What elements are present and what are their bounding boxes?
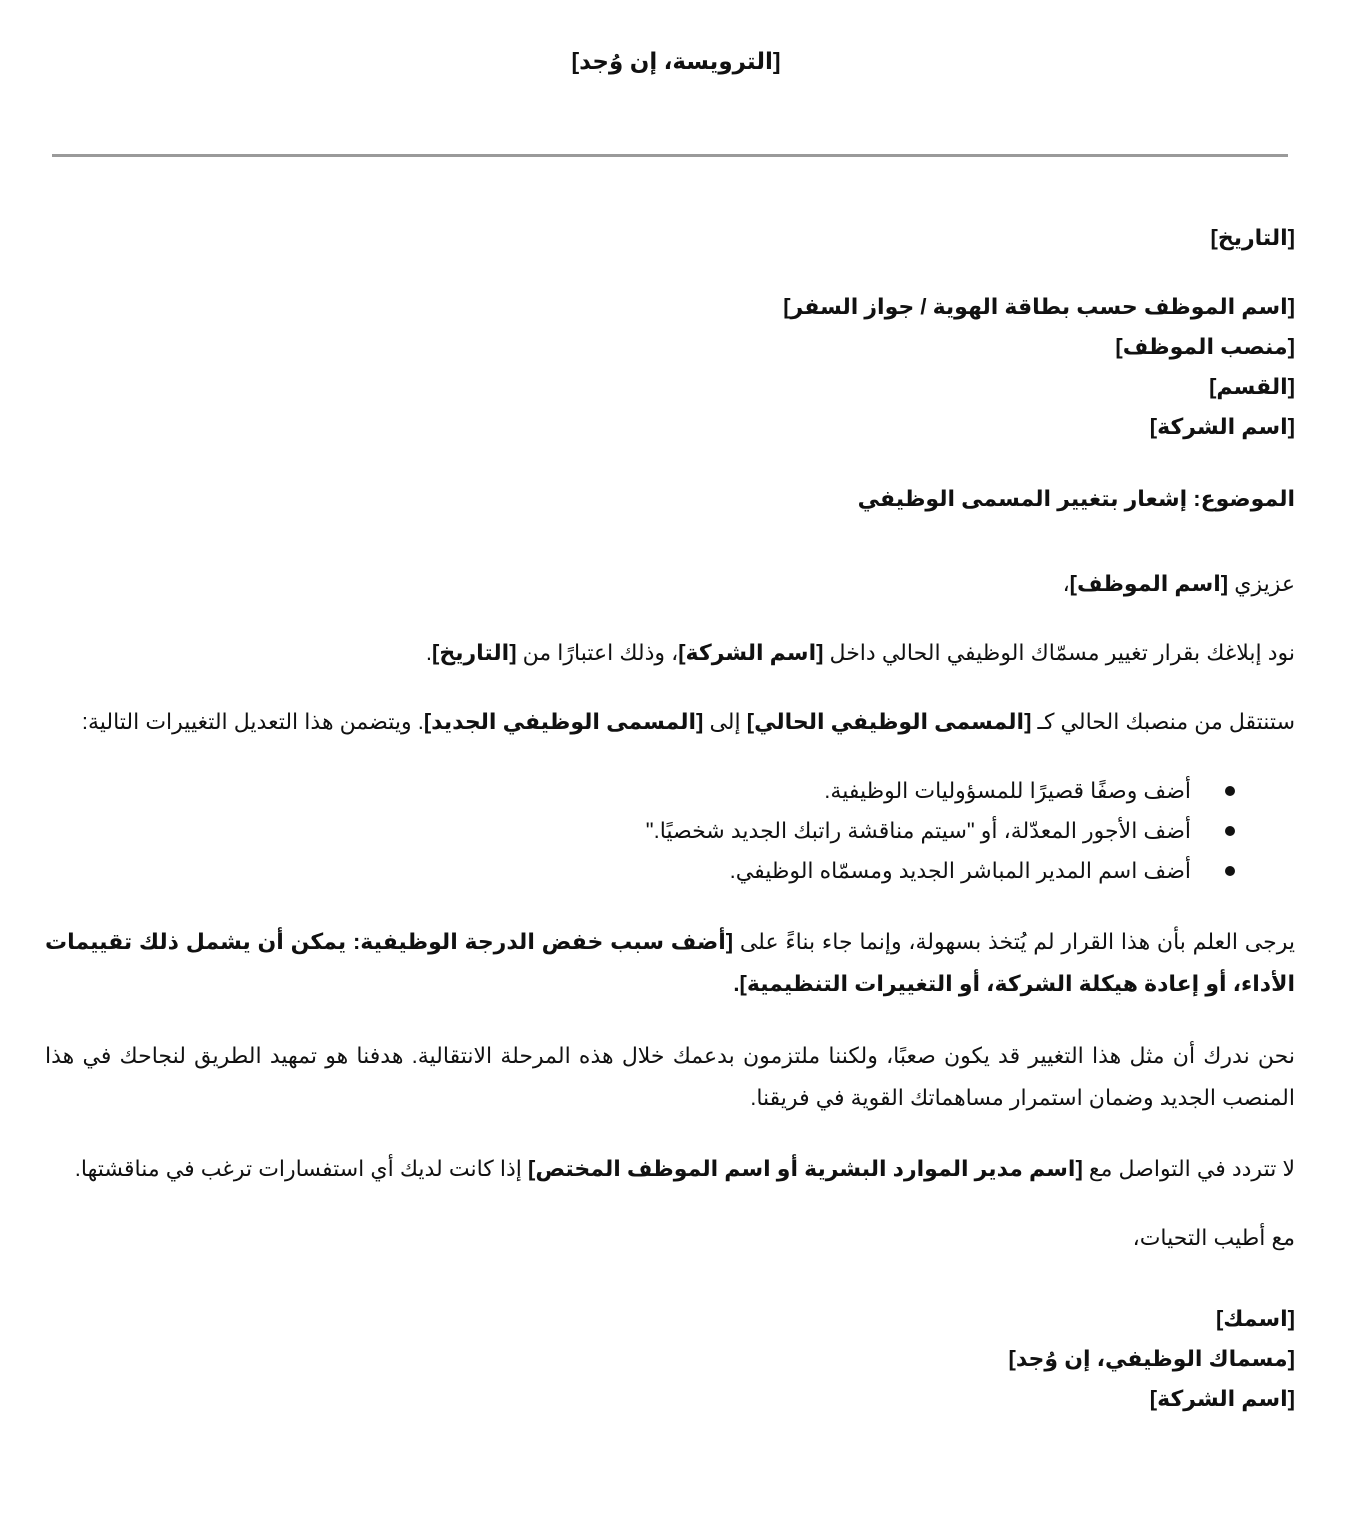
bullet-icon [1225,866,1235,876]
text-segment: ، وذلك اعتبارًا من [516,640,679,665]
paragraph-reason [45,921,1295,1005]
greeting [45,564,1295,603]
text-segment: نود إبلاغك بقرار تغيير مسمّاك الوظيفي الحالي داخل [823,640,1295,665]
text-segment: . [425,640,433,665]
divider-line [52,154,1288,157]
signature-company: [اسم الشركة] [1149,1386,1295,1411]
list-item [45,851,1235,891]
paragraph-contact [45,1149,1295,1188]
list-item-text: أضف الأجور المعدّلة، أو "سيتم مناقشة راتبك الجديد شخصيًا." [645,818,1191,843]
list-item [45,811,1235,851]
date-placeholder: [التاريخ] [432,640,517,665]
text-segment: . ويتضمن هذا التعديل التغييرات التالية: [81,709,424,734]
hr-contact-placeholder: [اسم مدير الموارد البشرية أو اسم الموظف المختص] [528,1156,1083,1181]
text-segment: . [733,971,740,996]
greeting-suffix: ، [1062,571,1070,596]
greeting-prefix: عزيزي [1228,571,1295,596]
text-segment: لا تتردد في التواصل مع [1082,1156,1295,1181]
text-segment: يرجى العلم بأن هذا القرار لم يُتخذ بسهولة، وإنما جاء بناءً على [733,929,1295,954]
paragraph-transition [45,702,1295,741]
letter-date: [التاريخ] [1210,225,1295,250]
recipient-position: [منصب الموظف] [1115,334,1295,359]
letter-body [45,218,1295,1419]
recipient-department: [القسم] [1209,374,1295,399]
new-title-placeholder: [المسمى الوظيفي الجديد] [423,709,704,734]
greeting-name: [اسم الموظف] [1069,571,1229,596]
paragraph-support: نحن ندرك أن مثل هذا التغيير قد يكون صعبًا، ولكننا ملتزمون بدعمك خلال هذه المرحلة الانتقالية. هدفنا هو تمهيد الطريق لنجاحك في هذا المنصب الجديد وضمان استمرار مساهماتك القوية في فريقنا. [45,1043,1295,1110]
bullet-icon [1225,786,1235,796]
company-placeholder: [اسم الشركة] [678,640,824,665]
text-segment: إلى [703,709,747,734]
current-title-placeholder: [المسمى الوظيفي الحالي] [746,709,1032,734]
text-segment: إذا كانت لديك أي استفسارات ترغب في مناقشتها. [74,1156,529,1181]
reason-placeholder: [أضف سبب خفض الدرجة الوظيفية: يمكن أن يشمل ذلك تقييمات الأداء، أو إعادة هيكلة الشركة، أو التغييرات التنظيمية] [45,929,1295,996]
changes-list [45,771,1295,891]
subject-line: الموضوع: إشعار بتغيير المسمى الوظيفي [857,486,1295,511]
recipient-company: [اسم الشركة] [1149,414,1295,439]
signature-title: [مسماك الوظيفي، إن وُجد] [1008,1346,1295,1371]
recipient-block [45,287,1295,447]
bullet-icon [1225,826,1235,836]
list-item-text: أضف اسم المدير المباشر الجديد ومسمّاه الوظيفي. [729,858,1191,883]
list-item-text: أضف وصفًا قصيرًا للمسؤوليات الوظيفية. [824,778,1191,803]
signature-block [45,1299,1295,1419]
closing-line: مع أطيب التحيات، [1132,1225,1295,1250]
text-segment: ستنتقل من منصبك الحالي كـ [1031,709,1295,734]
recipient-name: [اسم الموظف حسب بطاقة الهوية / جواز السفر] [783,294,1295,319]
signature-name: [اسمك] [1215,1306,1295,1331]
letterhead: [الترويسة، إن وُجد] [571,48,781,74]
paragraph-notice [45,633,1295,672]
list-item [45,771,1235,811]
